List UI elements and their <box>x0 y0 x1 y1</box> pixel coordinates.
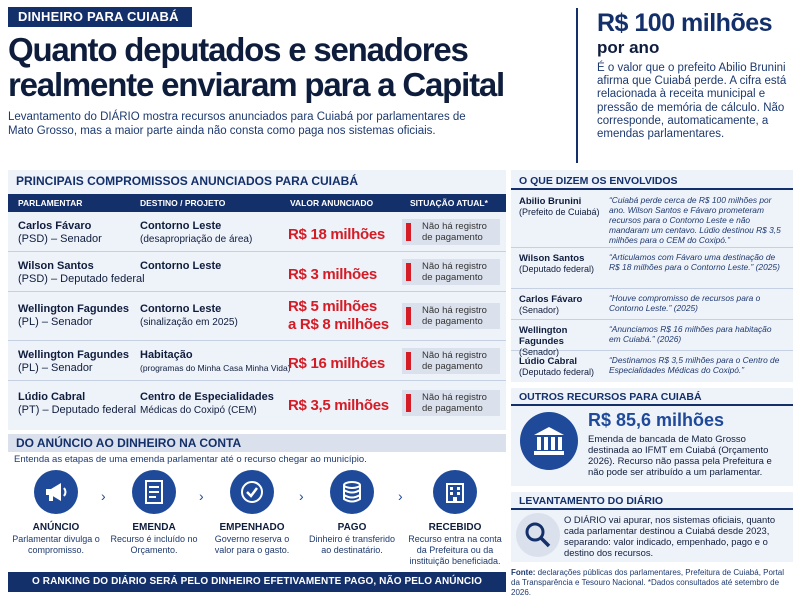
survey-text: O DIÁRIO vai apurar, nos sistemas oficiais, quanto cada parlamentar destinou a Cuiabá desde 2023, separando: valor indicado, empenhado, pago e o destino dos recursos. <box>564 514 776 558</box>
quote-role: (Deputado federal) <box>519 367 595 377</box>
step-label: RECEBIDO <box>428 522 482 533</box>
step-recebido <box>404 470 506 567</box>
quote-text: “Destinamos R$ 3,5 milhões para o Centro de Especialidades Médicas do Coxipó.” <box>609 355 780 375</box>
name-text: Wellington Fagundes <box>18 303 130 315</box>
table-row <box>8 342 506 381</box>
footer-banner: O RANKING DO DIÁRIO SERÁ PELO DINHEIRO EFETIVAMENTE PAGO, NÃO PELO ANÚNCIO POLÍTICO. <box>8 572 506 592</box>
source-text: declarações públicas dos parlamentares, Prefeitura de Cuiabá, Portal da Transparência e Tesouro Nacional. <box>511 568 785 587</box>
amount-line-2: a R$ 8 milhões <box>288 316 389 333</box>
name-text: Lúdio Cabral <box>18 391 86 403</box>
row-name <box>18 220 102 246</box>
quote-text: “Cuiabá perde cerca de R$ 100 milhões por ano. Wilson Santos e Fávaro prometeram recursos para o Contorno Leste e não mandaram um centavo. Lúdio destinou R$ 3,5 milhões para o CEM do Coxipó.” <box>609 195 781 245</box>
headline-line-1: Quanto deputados e senadores <box>8 31 468 68</box>
step-desc: Dinheiro é transferido ao destinatário. <box>308 534 396 555</box>
quote-who <box>519 253 609 275</box>
table-row <box>8 293 506 341</box>
row-status <box>402 259 500 285</box>
coins-icon <box>330 470 374 514</box>
dest-sub: (sinalização em 2025) <box>140 317 238 328</box>
name-text: Carlos Fávaro <box>18 220 92 232</box>
step-label: EMPENHADO <box>219 522 285 533</box>
row-amount: R$ 18 milhões <box>288 226 385 243</box>
row-name <box>18 260 145 286</box>
survey-title: LEVANTAMENTO DO DIÁRIO <box>511 492 793 510</box>
row-destination <box>140 349 300 375</box>
status-bar <box>406 263 411 281</box>
amount-line-1: R$ 5 milhões <box>288 298 377 315</box>
row-status <box>402 303 500 329</box>
status-text: Não há registro de pagamento <box>422 221 487 243</box>
quote-role: (Senador) <box>519 347 560 357</box>
divider <box>576 8 578 163</box>
status-bar <box>406 307 411 325</box>
commitments-title: PRINCIPAIS COMPROMISSOS ANUNCIADOS PARA CUIABÁ <box>16 174 359 188</box>
highlight-text: É o valor que o prefeito Abilio Brunini afirma que Cuiabá perde. A cifra está relacionada à receita municipal e pressão de memória de cálculo. Não corresponde, automaticamente, a emendas parlamentares. <box>597 62 787 141</box>
check-icon <box>230 470 274 514</box>
name-text: Wellington Fagundes <box>18 349 130 361</box>
bank-icon <box>520 412 578 470</box>
who-name: Carlos Fávaro <box>519 294 583 305</box>
row-destination <box>140 220 290 246</box>
table-row <box>8 384 506 423</box>
headline <box>8 32 568 102</box>
source-note <box>511 568 793 598</box>
who-name: Abilio Brunini <box>519 196 582 207</box>
quote-who <box>519 294 609 316</box>
step-label: PAGO <box>337 522 367 533</box>
row-destination <box>140 303 290 329</box>
other-resources-title: OUTROS RECURSOS PARA CUIABÁ <box>511 388 793 406</box>
step-pago <box>304 470 400 556</box>
highlight-amount: R$ 100 milhões <box>597 9 773 37</box>
status-bar <box>406 223 411 241</box>
step-desc: Parlamentar divulga o compromisso. <box>12 534 100 555</box>
quote-item <box>511 321 793 357</box>
dest-text: Contorno Leste <box>140 220 222 232</box>
row-amount: R$ 3,5 milhões <box>288 397 389 414</box>
row-name <box>18 303 129 329</box>
dest-sub: (programas do Minha Casa Minha Vida) <box>140 363 291 373</box>
arrow-icon: › <box>101 488 106 504</box>
dest-sub: Médicas do Coxipó (CEM) <box>140 405 257 416</box>
row-status <box>402 219 500 245</box>
status-text: Não há registro de pagamento <box>422 261 487 283</box>
megaphone-icon <box>34 470 78 514</box>
row-name <box>18 349 129 375</box>
dest-text: Centro de Especialidades <box>140 391 274 403</box>
header-situacao: SITUAÇÃO ATUAL* <box>410 198 488 208</box>
process-intro: Entenda as etapas de uma emenda parlamentar até o recurso chegar ao município. <box>14 454 367 465</box>
row-amount <box>288 298 389 334</box>
dest-sub: (desapropriação de área) <box>140 234 253 245</box>
quote-who <box>519 356 609 378</box>
dest-text: Habitação <box>140 349 193 361</box>
row-party: (PSD) – Senador <box>18 233 102 245</box>
step-empenhado <box>204 470 300 556</box>
who-name: Wilson Santos <box>519 253 585 264</box>
step-label: EMENDA <box>132 522 176 533</box>
name-text: Wilson Santos <box>18 260 94 272</box>
row-status <box>402 390 500 416</box>
quote-text: “Houve compromisso de recursos para o Contorno Leste.” (2025) <box>609 293 761 313</box>
row-amount: R$ 16 milhões <box>288 355 385 372</box>
status-bar <box>406 352 411 370</box>
other-resources-text: Emenda de bancada de Mato Grosso destinada ao IFMT em Cuiabá (Orçamento 2026). Recurso não passa pela Prefeitura e não pode ser atribuído a um parlamentar. <box>588 434 772 478</box>
magnifier-icon <box>516 513 560 557</box>
lede: Levantamento do DIÁRIO mostra recursos anunciados para Cuiabá por parlamentares de Mato Grosso, mas a maior parte ainda não consta como paga nos sistemas oficiais. <box>8 111 466 137</box>
process-title: DO ANÚNCIO AO DINHEIRO NA CONTA <box>8 434 506 452</box>
source-date-note: *Dados consultados até setembro de 2026. <box>511 578 780 597</box>
quote-item <box>511 249 793 289</box>
row-party: (PL) – Senador <box>18 362 93 374</box>
who-name: Wellington Fagundes <box>519 325 568 347</box>
headline-line-2: realmente enviaram para a Capital <box>8 66 504 103</box>
source-label: Fonte: <box>511 568 536 577</box>
step-label: ANÚNCIO <box>32 522 80 533</box>
quote-item <box>511 290 793 320</box>
table-row <box>8 213 506 252</box>
row-amount: R$ 3 milhões <box>288 266 377 283</box>
highlight-sub: por ano <box>597 38 660 57</box>
step-emenda <box>106 470 202 556</box>
dest-text: Contorno Leste <box>140 303 222 315</box>
table-row <box>8 253 506 292</box>
row-party: (PL) – Senador <box>18 316 93 328</box>
quote-item <box>511 192 793 248</box>
step-desc: Recurso é incluído no Orçamento. <box>110 534 198 555</box>
status-text: Não há registro de pagamento <box>422 350 487 372</box>
row-destination <box>140 391 290 417</box>
quote-role: (Prefeito de Cuiabá) <box>519 207 600 217</box>
section-tag: DINHEIRO PARA CUIABÁ <box>8 7 192 27</box>
quote-role: (Deputado federal) <box>519 264 595 274</box>
step-desc: Recurso entra na conta da Prefeitura ou da instituição beneficiada. <box>408 534 502 566</box>
quote-text: “Articulamos com Fávaro uma destinação de R$ 18 milhões para o Contorno Leste.” (2025) <box>609 252 780 272</box>
quote-text: “Anunciamos R$ 16 milhões para habitação em Cuiabá.” (2026) <box>609 324 772 344</box>
header-parlamentar: PARLAMENTAR <box>18 198 83 208</box>
arrow-icon: › <box>398 488 403 504</box>
who-name: Lúdio Cabral <box>519 356 578 367</box>
row-status <box>402 348 500 374</box>
building-icon <box>433 470 477 514</box>
quotes-title: O QUE DIZEM OS ENVOLVIDOS <box>511 170 793 190</box>
header-valor: VALOR ANUNCIADO <box>290 198 374 208</box>
arrow-icon: › <box>199 488 204 504</box>
row-party: (PSD) – Deputado federal <box>18 273 145 285</box>
table-header <box>8 194 506 212</box>
status-text: Não há registro de pagamento <box>422 392 487 414</box>
arrow-icon: › <box>299 488 304 504</box>
dest-text: Contorno Leste <box>140 260 222 272</box>
status-bar <box>406 394 411 412</box>
status-text: Não há registro de pagamento <box>422 305 487 327</box>
step-anuncio <box>8 470 104 556</box>
header-destino: DESTINO / PROJETO <box>140 198 226 208</box>
quote-item <box>511 352 793 382</box>
row-name <box>18 391 136 417</box>
other-resources-amount: R$ 85,6 milhões <box>588 410 725 430</box>
document-icon <box>132 470 176 514</box>
quote-role: (Senador) <box>519 305 560 315</box>
row-destination <box>140 260 290 273</box>
quote-who <box>519 196 609 218</box>
step-desc: Governo reserva o valor para o gasto. <box>214 534 290 555</box>
row-party: (PT) – Deputado federal <box>18 404 137 416</box>
